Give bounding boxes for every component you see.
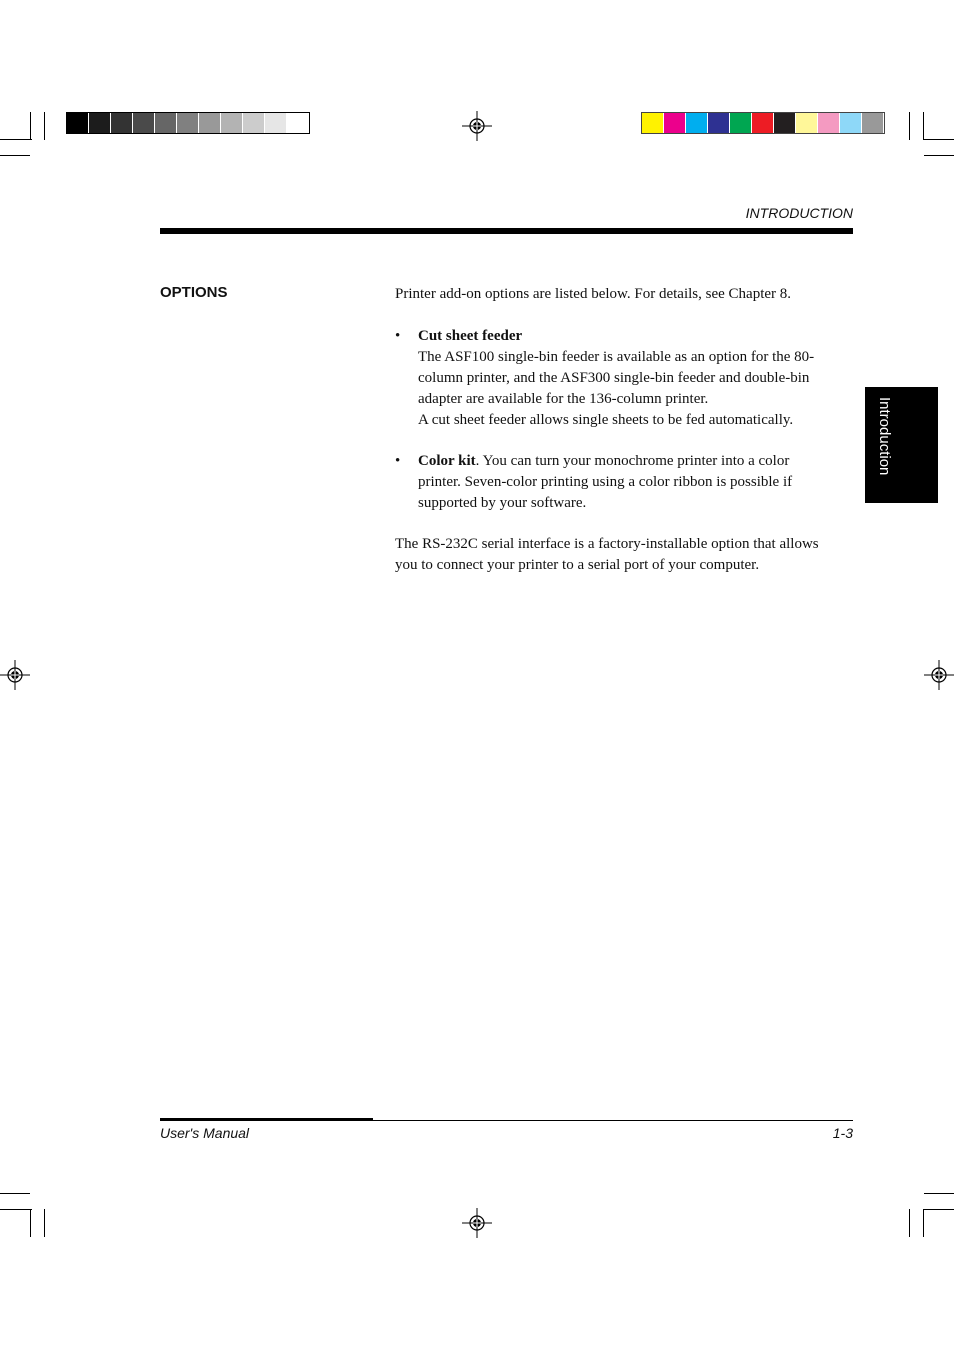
crop-mark-top-right-h2 [924,155,954,156]
closing-paragraph [395,534,855,576]
bullet-icon: • [395,453,401,469]
color-calibration-bar [641,112,885,134]
color-swatch [664,113,686,133]
gray-swatch [265,113,287,133]
crop-mark-bottom-left-h2 [0,1209,32,1210]
chapter-tab [865,387,938,503]
crop-mark-bottom-right-v2 [923,1209,924,1237]
bullet-body [418,451,843,514]
grayscale-calibration-bar [66,112,310,134]
crop-mark-top-right-h [923,139,954,140]
crop-mark-top-left-h2 [0,155,30,156]
closing-line: you to connect your printer to a serial port of your computer. [395,557,760,573]
color-swatch [752,113,774,133]
gray-swatch [287,113,309,133]
gray-swatch [177,113,199,133]
chapter-tab-label: Introduction [876,397,893,476]
color-swatch [796,113,818,133]
registration-mark-right-icon [924,660,954,690]
crop-mark-top-left-v2 [44,112,45,140]
crop-mark-bottom-right-h2 [923,1209,954,1210]
gray-swatch [155,113,177,133]
color-swatch [708,113,730,133]
bullet-line: supported by your software. [418,495,587,511]
page-number: 1-3 [832,1125,853,1141]
crop-mark-top-right-v2 [923,112,924,140]
gray-swatch [67,113,89,133]
crop-mark-bottom-right-v [909,1209,910,1237]
color-swatch [840,113,862,133]
color-swatch [730,113,752,133]
bullet-line: A cut sheet feeder allows single sheets to be fed automatically. [418,412,794,428]
closing-line: The RS-232C serial interface is a factory-installable option that allows [395,536,819,552]
gray-swatch [221,113,243,133]
bullet-line: column printer, and the ASF300 single-bin feeder and double-bin [418,370,810,386]
crop-mark-bottom-left-v2 [44,1209,45,1237]
gray-swatch [111,113,133,133]
bullet-title: Color kit [418,453,476,469]
crop-mark-bottom-right-h [924,1193,954,1194]
footer-rule-thick [160,1118,373,1121]
bullet-title: Cut sheet feeder [418,328,523,344]
footer-manual-title: User's Manual [160,1125,250,1141]
bullet-body [418,326,843,431]
bullet-icon: • [395,328,401,344]
bullet-title-suffix: . You can turn your monochrome printer into a color [475,453,790,469]
intro-paragraph: Printer add-on options are listed below. For details, see Chapter 8. [395,286,792,302]
gray-swatch [133,113,155,133]
crop-mark-bottom-left-h [0,1193,30,1194]
header-rule [160,228,853,234]
crop-mark-top-left-h [0,139,32,140]
crop-mark-bottom-left-v [30,1209,31,1237]
color-swatch [774,113,796,133]
color-swatch [642,113,664,133]
bullet-line: adapter are available for the 136-column printer. [418,391,709,407]
bullet-line: printer. Seven-color printing using a color ribbon is possible if [418,474,793,490]
bullet-line: The ASF100 single-bin feeder is available as an option for the 80- [418,349,815,365]
registration-mark-bottom-icon [462,1208,492,1238]
section-title: OPTIONS [160,284,228,301]
gray-swatch [199,113,221,133]
crop-mark-top-left-v [30,112,31,140]
gray-swatch [89,113,111,133]
gray-swatch [243,113,265,133]
crop-mark-top-right-v [909,112,910,140]
color-swatch [862,113,884,133]
running-header: INTRODUCTION [745,205,853,221]
color-swatch [686,113,708,133]
registration-mark-left-icon [0,660,30,690]
registration-mark-top-icon [462,111,492,141]
footer-rule-thin [373,1120,853,1121]
color-swatch [818,113,840,133]
